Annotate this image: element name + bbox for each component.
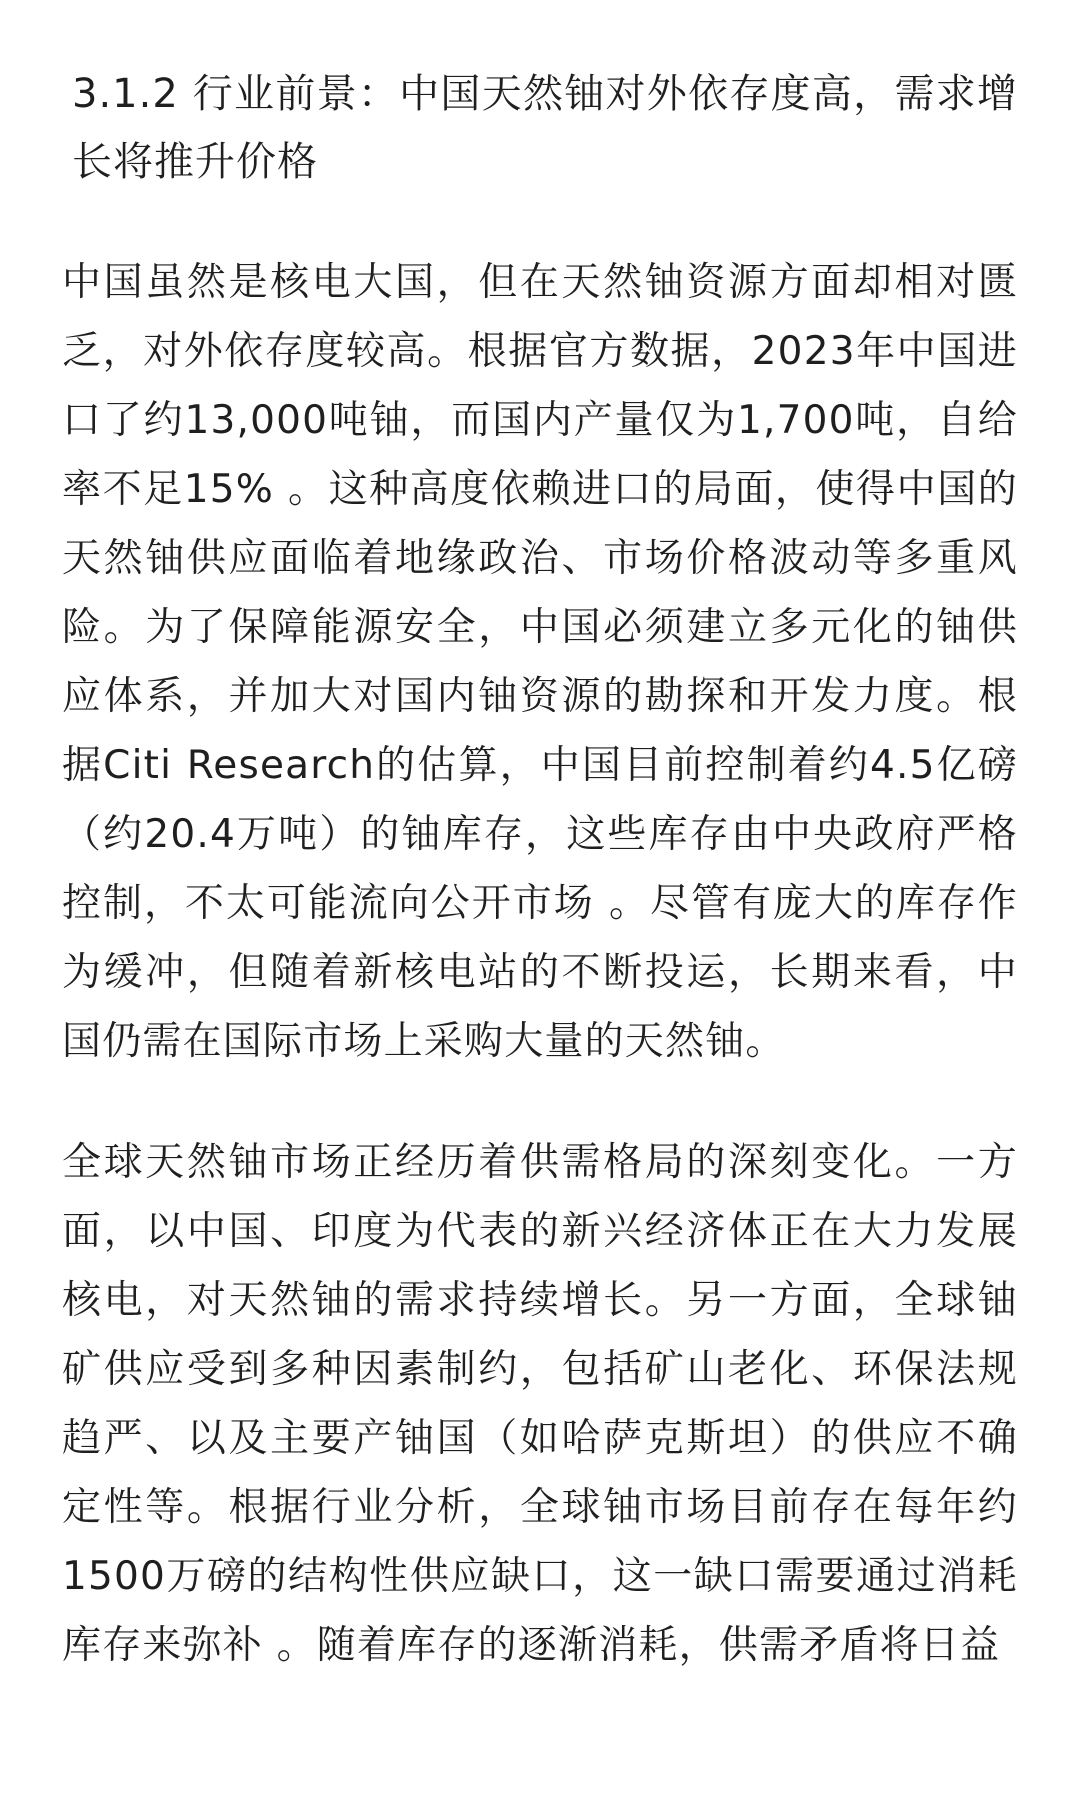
article-body bbox=[62, 60, 1018, 1788]
section-heading: 3.1.2 行业前景：中国天然铀对外依存度高，需求增长将推升价格 bbox=[72, 71, 1018, 185]
paragraph-china-dependence: 中国虽然是核电大国，但在天然铀资源方面却相对匮乏，对外依存度较高。根据官方数据，2023年中国进口了约13,000吨铀，而国内产量仅为1,700吨，自给率不足15% 。这种高度依赖进口的局面，使得中国的天然铀供应面临着地缘政治、市场价格波动等多重风险。为了保障能源安全，中国必须建立多元化的铀供应体系，并加大对国内铀资源的勘探和开发力度。根据Citi Research的估算，中国目前控制着约4.5亿磅（约20.4万吨）的铀库存，这些库存由中央政府严格控制，不太可能流向公开市场 。尽管有庞大的库存作为缓冲，但随着新核电站的不断投运，长期来看，中国仍需在国际市场上采购大量的天然铀。 bbox=[62, 260, 1018, 1064]
paragraph-global-market: 全球天然铀市场正经历着供需格局的深刻变化。一方面，以中国、印度为代表的新兴经济体正在大力发展核电，对天然铀的需求持续增长。另一方面，全球铀矿供应受到多种因素制约，包括矿山老化、环保法规趋严、以及主要产铀国（如哈萨克斯坦）的供应不确定性等。根据行业分析，全球铀市场目前存在每年约1500万磅的结构性供应缺口，这一缺口需要通过消耗库存来弥补 。随着库存的逐渐消耗，供需矛盾将日益 bbox=[62, 1140, 1018, 1668]
